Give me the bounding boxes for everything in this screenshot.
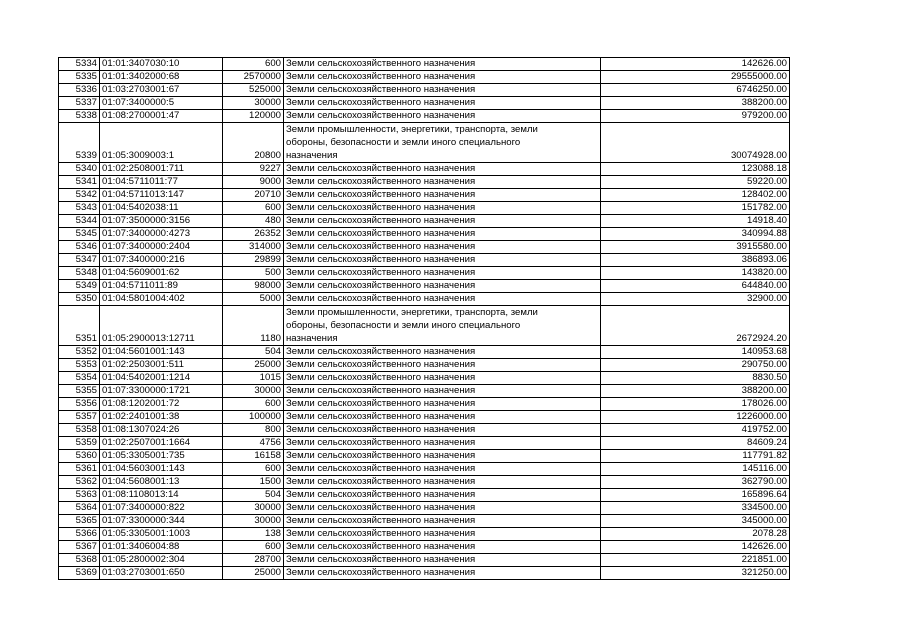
area-cell: 480 <box>223 215 284 228</box>
land-category-line: Земли сельскохозяйственного назначения <box>286 97 476 108</box>
area-cell: 30000 <box>223 502 284 515</box>
land-category-cell <box>284 176 601 189</box>
land-category-line: Земли сельскохозяйственного назначения <box>286 476 476 487</box>
land-category-line: Земли сельскохозяйственного назначения <box>286 71 476 82</box>
table-row <box>59 502 790 515</box>
cadastral-number-cell: 01:08:2700001:47 <box>100 110 223 123</box>
land-category-cell <box>284 228 601 241</box>
table-row <box>59 450 790 463</box>
cadastral-value-cell: 388200.00 <box>601 97 790 110</box>
table-row <box>59 254 790 267</box>
land-category-cell <box>284 306 601 346</box>
row-number-cell: 5354 <box>59 372 100 385</box>
cadastral-number-cell: 01:01:3407030:10 <box>100 58 223 71</box>
cadastral-value-cell: 388200.00 <box>601 385 790 398</box>
land-category-line: Земли сельскохозяйственного назначения <box>286 541 476 552</box>
cadastral-value-cell: 221851.00 <box>601 554 790 567</box>
land-category-line: Земли сельскохозяйственного назначения <box>286 398 476 409</box>
area-cell: 600 <box>223 463 284 476</box>
row-number-cell: 5357 <box>59 411 100 424</box>
cadastral-number-cell: 01:04:5801004:402 <box>100 293 223 306</box>
cadastral-number-cell: 01:02:2507001:1664 <box>100 437 223 450</box>
cadastral-number-cell: 01:04:5609001:62 <box>100 267 223 280</box>
land-category-line: Земли сельскохозяйственного назначения <box>286 450 476 461</box>
area-cell: 314000 <box>223 241 284 254</box>
land-category-line: Земли сельскохозяйственного назначения <box>286 528 476 539</box>
table-row <box>59 463 790 476</box>
cadastral-number-cell: 01:07:3400000:5 <box>100 97 223 110</box>
area-cell: 9227 <box>223 163 284 176</box>
area-cell: 500 <box>223 267 284 280</box>
cadastral-number-cell: 01:01:3402000:68 <box>100 71 223 84</box>
land-category-line: Земли сельскохозяйственного назначения <box>286 346 476 357</box>
cadastral-value-cell: 14918.40 <box>601 215 790 228</box>
table-row <box>59 398 790 411</box>
row-number-cell: 5363 <box>59 489 100 502</box>
land-category-cell <box>284 385 601 398</box>
land-category-cell <box>284 163 601 176</box>
cadastral-number-cell: 01:08:1202001:72 <box>100 398 223 411</box>
row-number-cell: 5341 <box>59 176 100 189</box>
cadastral-value-cell: 8830.50 <box>601 372 790 385</box>
table-row <box>59 528 790 541</box>
land-category-cell <box>284 372 601 385</box>
land-category-cell <box>284 541 601 554</box>
area-cell: 25000 <box>223 567 284 580</box>
land-category-line: Земли сельскохозяйственного назначения <box>286 463 476 474</box>
area-cell: 9000 <box>223 176 284 189</box>
cadastral-number-cell: 01:07:3300000:1721 <box>100 385 223 398</box>
row-number-cell: 5361 <box>59 463 100 476</box>
row-number-cell: 5348 <box>59 267 100 280</box>
table-row <box>59 163 790 176</box>
area-cell: 30000 <box>223 385 284 398</box>
row-number-cell: 5362 <box>59 476 100 489</box>
land-category-line: Земли сельскохозяйственного назначения <box>286 110 476 121</box>
land-category-line: Земли сельскохозяйственного назначения <box>286 567 476 578</box>
cadastral-number-cell: 01:08:1307024:26 <box>100 424 223 437</box>
cadastral-value-cell: 340994.88 <box>601 228 790 241</box>
cadastral-value-cell: 334500.00 <box>601 502 790 515</box>
land-category-line: Земли промышленности, энергетики, транспорта, земли <box>286 307 538 318</box>
area-cell: 800 <box>223 424 284 437</box>
row-number-cell: 5336 <box>59 84 100 97</box>
cadastral-number-cell: 01:05:2900013:12711 <box>100 306 223 346</box>
row-number-cell: 5337 <box>59 97 100 110</box>
land-category-cell <box>284 241 601 254</box>
land-category-cell <box>284 398 601 411</box>
table-row <box>59 202 790 215</box>
cadastral-value-cell: 142626.00 <box>601 58 790 71</box>
land-category-line: Земли сельскохозяйственного назначения <box>286 254 476 265</box>
area-cell: 16158 <box>223 450 284 463</box>
land-category-cell <box>284 293 601 306</box>
cadastral-value-cell: 2078.28 <box>601 528 790 541</box>
row-number-cell: 5338 <box>59 110 100 123</box>
cadastral-number-cell: 01:04:5711013:147 <box>100 189 223 202</box>
cadastral-value-cell: 419752.00 <box>601 424 790 437</box>
cadastral-value-cell: 140953.68 <box>601 346 790 359</box>
cadastral-number-cell: 01:07:3400000:2404 <box>100 241 223 254</box>
cadastral-value-cell: 1226000.00 <box>601 411 790 424</box>
land-category-line: Земли сельскохозяйственного назначения <box>286 515 476 526</box>
table-row <box>59 372 790 385</box>
land-category-cell <box>284 515 601 528</box>
row-number-cell: 5351 <box>59 306 100 346</box>
cadastral-number-cell: 01:05:3305001:735 <box>100 450 223 463</box>
row-number-cell: 5360 <box>59 450 100 463</box>
cadastral-number-cell: 01:03:2703001:650 <box>100 567 223 580</box>
cadastral-number-cell: 01:02:2401001:38 <box>100 411 223 424</box>
land-category-cell <box>284 58 601 71</box>
area-cell: 504 <box>223 346 284 359</box>
area-cell: 1500 <box>223 476 284 489</box>
land-category-cell <box>284 123 601 163</box>
table-row <box>59 189 790 202</box>
cadastral-number-cell: 01:04:5601001:143 <box>100 346 223 359</box>
land-category-cell <box>284 267 601 280</box>
cadastral-value-cell: 362790.00 <box>601 476 790 489</box>
land-category-cell <box>284 554 601 567</box>
area-cell: 28700 <box>223 554 284 567</box>
land-category-cell <box>284 97 601 110</box>
land-category-line: Земли сельскохозяйственного назначения <box>286 424 476 435</box>
land-category-cell <box>284 528 601 541</box>
area-cell: 20800 <box>223 123 284 163</box>
row-number-cell: 5369 <box>59 567 100 580</box>
area-cell: 138 <box>223 528 284 541</box>
area-cell: 100000 <box>223 411 284 424</box>
cadastral-value-cell: 3915580.00 <box>601 241 790 254</box>
table-row <box>59 280 790 293</box>
cadastral-number-cell: 01:02:2508001:711 <box>100 163 223 176</box>
area-cell: 600 <box>223 541 284 554</box>
row-number-cell: 5353 <box>59 359 100 372</box>
table-row <box>59 123 790 163</box>
table-row <box>59 71 790 84</box>
row-number-cell: 5352 <box>59 346 100 359</box>
row-number-cell: 5359 <box>59 437 100 450</box>
land-category-cell <box>284 202 601 215</box>
cadastral-value-cell: 345000.00 <box>601 515 790 528</box>
land-category-cell <box>284 359 601 372</box>
cadastral-number-cell: 01:05:2800002:304 <box>100 554 223 567</box>
cadastral-number-cell: 01:01:3406004:88 <box>100 541 223 554</box>
cadastral-number-cell: 01:07:3500000:3156 <box>100 215 223 228</box>
cadastral-number-cell: 01:04:5711011:77 <box>100 176 223 189</box>
cadastral-number-cell: 01:07:3400000:822 <box>100 502 223 515</box>
cadastral-value-cell: 30074928.00 <box>601 123 790 163</box>
table-row <box>59 515 790 528</box>
table-row <box>59 385 790 398</box>
row-number-cell: 5340 <box>59 163 100 176</box>
cadastral-number-cell: 01:05:3009003:1 <box>100 123 223 163</box>
land-category-cell <box>284 110 601 123</box>
table-row <box>59 241 790 254</box>
land-category-line: Земли сельскохозяйственного назначения <box>286 359 476 370</box>
row-number-cell: 5364 <box>59 502 100 515</box>
cadastral-value-cell: 979200.00 <box>601 110 790 123</box>
land-category-line: Земли сельскохозяйственного назначения <box>286 176 476 187</box>
row-number-cell: 5349 <box>59 280 100 293</box>
row-number-cell: 5346 <box>59 241 100 254</box>
area-cell: 30000 <box>223 515 284 528</box>
land-category-cell <box>284 346 601 359</box>
table-row <box>59 476 790 489</box>
cadastral-value-cell: 145116.00 <box>601 463 790 476</box>
table-row <box>59 306 790 346</box>
row-number-cell: 5356 <box>59 398 100 411</box>
row-number-cell: 5335 <box>59 71 100 84</box>
land-category-cell <box>284 411 601 424</box>
cadastral-value-cell: 84609.24 <box>601 437 790 450</box>
land-category-cell <box>284 437 601 450</box>
land-category-cell <box>284 489 601 502</box>
cadastral-value-cell: 32900.00 <box>601 293 790 306</box>
land-category-cell <box>284 84 601 97</box>
area-cell: 1180 <box>223 306 284 346</box>
cadastral-value-cell: 143820.00 <box>601 267 790 280</box>
land-category-line: назначения <box>286 333 338 344</box>
land-category-line: Земли сельскохозяйственного назначения <box>286 202 476 213</box>
land-category-line: обороны, безопасности и земли иного специального <box>286 320 521 331</box>
table-row <box>59 346 790 359</box>
land-category-line: Земли сельскохозяйственного назначения <box>286 267 476 278</box>
area-cell: 20710 <box>223 189 284 202</box>
area-cell: 600 <box>223 58 284 71</box>
cadastral-value-cell: 165896.64 <box>601 489 790 502</box>
area-cell: 600 <box>223 398 284 411</box>
cadastral-value-cell: 386893.06 <box>601 254 790 267</box>
table-row <box>59 228 790 241</box>
land-category-cell <box>284 424 601 437</box>
land-category-cell <box>284 189 601 202</box>
land-category-line: Земли сельскохозяйственного назначения <box>286 58 476 69</box>
row-number-cell: 5334 <box>59 58 100 71</box>
cadastral-value-cell: 178026.00 <box>601 398 790 411</box>
cadastral-number-cell: 01:07:3400000:216 <box>100 254 223 267</box>
row-number-cell: 5344 <box>59 215 100 228</box>
land-category-line: Земли сельскохозяйственного назначения <box>286 293 476 304</box>
cadastral-value-cell: 2672924.20 <box>601 306 790 346</box>
land-category-cell <box>284 280 601 293</box>
land-category-cell <box>284 463 601 476</box>
table-row <box>59 58 790 71</box>
area-cell: 120000 <box>223 110 284 123</box>
land-category-line: Земли сельскохозяйственного назначения <box>286 215 476 226</box>
area-cell: 30000 <box>223 97 284 110</box>
area-cell: 25000 <box>223 359 284 372</box>
cadastral-number-cell: 01:03:2703001:67 <box>100 84 223 97</box>
row-number-cell: 5347 <box>59 254 100 267</box>
land-category-line: Земли сельскохозяйственного назначения <box>286 554 476 565</box>
area-cell: 29899 <box>223 254 284 267</box>
cadastral-number-cell: 01:07:3300000:344 <box>100 515 223 528</box>
table-row <box>59 489 790 502</box>
row-number-cell: 5345 <box>59 228 100 241</box>
area-cell: 504 <box>223 489 284 502</box>
land-category-cell <box>284 567 601 580</box>
land-category-line: Земли сельскохозяйственного назначения <box>286 228 476 239</box>
row-number-cell: 5358 <box>59 424 100 437</box>
land-category-line: Земли сельскохозяйственного назначения <box>286 84 476 95</box>
area-cell: 2570000 <box>223 71 284 84</box>
table-body <box>59 58 790 580</box>
table-row <box>59 554 790 567</box>
table-row <box>59 267 790 280</box>
land-category-cell <box>284 71 601 84</box>
cadastral-number-cell: 01:04:5711011:89 <box>100 280 223 293</box>
cadastral-number-cell: 01:02:2503001:511 <box>100 359 223 372</box>
table-row <box>59 84 790 97</box>
cadastral-number-cell: 01:04:5603001:143 <box>100 463 223 476</box>
table-row <box>59 567 790 580</box>
land-category-line: Земли сельскохозяйственного назначения <box>286 502 476 513</box>
land-category-line: Земли сельскохозяйственного назначения <box>286 385 476 396</box>
area-cell: 26352 <box>223 228 284 241</box>
table-row <box>59 110 790 123</box>
land-category-line: Земли сельскохозяйственного назначения <box>286 411 476 422</box>
table-row <box>59 359 790 372</box>
area-cell: 98000 <box>223 280 284 293</box>
area-cell: 525000 <box>223 84 284 97</box>
land-category-line: Земли сельскохозяйственного назначения <box>286 437 476 448</box>
land-category-line: Земли сельскохозяйственного назначения <box>286 280 476 291</box>
row-number-cell: 5343 <box>59 202 100 215</box>
land-category-line: Земли сельскохозяйственного назначения <box>286 241 476 252</box>
cadastral-value-cell: 123088.18 <box>601 163 790 176</box>
land-category-line: обороны, безопасности и земли иного специального <box>286 137 521 148</box>
land-category-cell <box>284 502 601 515</box>
table-row <box>59 176 790 189</box>
table-row <box>59 215 790 228</box>
cadastral-number-cell: 01:05:3305001:1003 <box>100 528 223 541</box>
cadastral-value-cell: 128402.00 <box>601 189 790 202</box>
row-number-cell: 5350 <box>59 293 100 306</box>
area-cell: 1015 <box>223 372 284 385</box>
cadastral-number-cell: 01:04:5608001:13 <box>100 476 223 489</box>
area-cell: 600 <box>223 202 284 215</box>
cadastral-value-cell: 142626.00 <box>601 541 790 554</box>
land-category-line: Земли сельскохозяйственного назначения <box>286 489 476 500</box>
cadastral-value-cell: 151782.00 <box>601 202 790 215</box>
cadastral-value-cell: 29555000.00 <box>601 71 790 84</box>
cadastral-value-cell: 6746250.00 <box>601 84 790 97</box>
cadastral-number-cell: 01:04:5402038:11 <box>100 202 223 215</box>
land-category-line: Земли сельскохозяйственного назначения <box>286 189 476 200</box>
row-number-cell: 5342 <box>59 189 100 202</box>
land-category-line: Земли сельскохозяйственного назначения <box>286 163 476 174</box>
cadastral-value-cell: 117791.82 <box>601 450 790 463</box>
row-number-cell: 5365 <box>59 515 100 528</box>
table-row <box>59 424 790 437</box>
table-row <box>59 293 790 306</box>
land-category-cell <box>284 450 601 463</box>
area-cell: 5000 <box>223 293 284 306</box>
table-row <box>59 541 790 554</box>
cadastral-number-cell: 01:07:3400000:4273 <box>100 228 223 241</box>
row-number-cell: 5368 <box>59 554 100 567</box>
table-row <box>59 411 790 424</box>
land-parcels-table <box>58 57 790 580</box>
row-number-cell: 5355 <box>59 385 100 398</box>
cadastral-number-cell: 01:04:5402001:1214 <box>100 372 223 385</box>
area-cell: 4756 <box>223 437 284 450</box>
table-row <box>59 97 790 110</box>
land-category-cell <box>284 254 601 267</box>
land-category-line: Земли промышленности, энергетики, транспорта, земли <box>286 124 538 135</box>
land-category-line: назначения <box>286 150 338 161</box>
cadastral-number-cell: 01:08:1108013:14 <box>100 489 223 502</box>
row-number-cell: 5366 <box>59 528 100 541</box>
cadastral-value-cell: 644840.00 <box>601 280 790 293</box>
row-number-cell: 5339 <box>59 123 100 163</box>
cadastral-value-cell: 59220.00 <box>601 176 790 189</box>
land-category-line: Земли сельскохозяйственного назначения <box>286 372 476 383</box>
land-category-cell <box>284 476 601 489</box>
table-row <box>59 437 790 450</box>
cadastral-value-cell: 290750.00 <box>601 359 790 372</box>
land-category-cell <box>284 215 601 228</box>
row-number-cell: 5367 <box>59 541 100 554</box>
cadastral-value-cell: 321250.00 <box>601 567 790 580</box>
